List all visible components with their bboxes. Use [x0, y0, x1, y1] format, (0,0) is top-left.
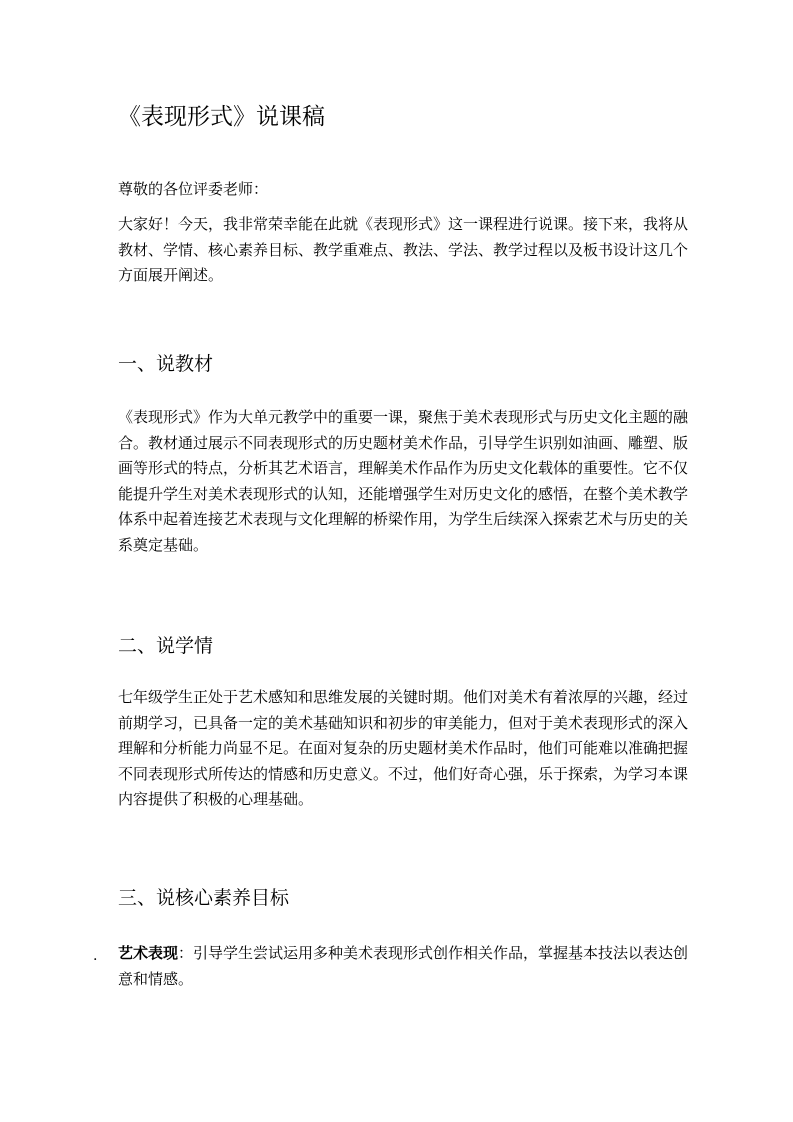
core-goal-text: 引导学生尝试运用多种美术表现形式创作相关作品，掌握基本技法以表达创意和情感。	[118, 944, 689, 988]
greeting: 尊敬的各位评委老师：	[118, 180, 269, 198]
section-body-student-analysis: 七年级学生正处于艺术感知和思维发展的关键时期。他们对美术有着浓厚的兴趣，经过前期学习，已具备一定的美术基础知识和初步的审美能力，但对于美术表现形式的深入理解和分析能力尚显不足。在面对复杂的历史题材美术作品时，他们可能难以准确把握不同表现形式所传达的情感和历史意义。不过，他们好奇心强，乐于探索，为学习本课内容提供了积极的心理基础。	[118, 688, 689, 808]
section-heading-textbook: 一、说教材	[118, 353, 214, 375]
document-title: 《表现形式》说课稿	[118, 104, 325, 130]
intro-paragraph: 大家好！今天，我非常荣幸能在此就《表现形式》这一课程进行说课。接下来，我将从教材、学情、核心素养目标、教学重难点、教法、学法、教学过程以及板书设计这几个方面展开阐述。	[118, 215, 689, 284]
core-goal-item	[118, 941, 690, 992]
section-heading-student-analysis: 二、说学情	[118, 635, 214, 657]
core-goal-label: 艺术表现	[118, 944, 179, 962]
section-body-textbook: 《表现形式》作为大单元教学中的重要一课，聚焦于美术表现形式与历史文化主题的融合。教材通过展示不同表现形式的历史题材美术作品，引导学生识别如油画、雕塑、版画等形式的特点，分析其艺术语言，理解美术作品作为历史文化载体的重要性。它不仅能提升学生对美术表现形式的认知，还能增强学生对历史文化的感悟，在整个美术教学体系中起着连接艺术表现与文化理解的桥梁作用，为学生后续深入探索艺术与历史的关系奠定基础。	[118, 408, 689, 554]
core-goal-colon: ：	[178, 944, 194, 962]
bullet-marker: .	[93, 948, 98, 964]
section-heading-core-goals: 三、说核心素养目标	[118, 887, 290, 909]
